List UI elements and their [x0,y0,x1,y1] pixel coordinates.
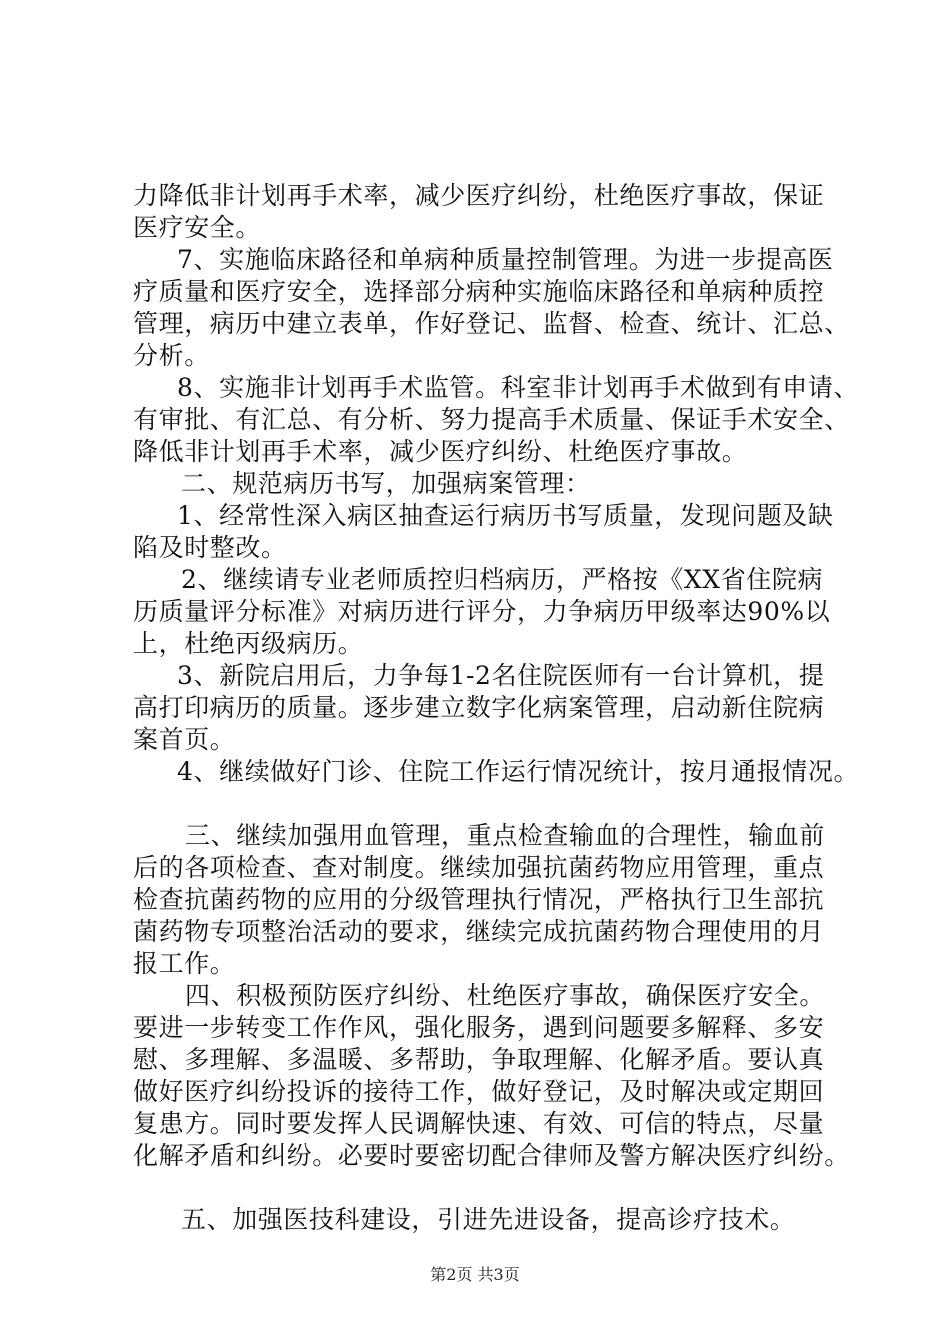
paragraph-line: 要进一步转变工作作风，强化服务，遇到问题要多解释、多安 [133,1013,825,1042]
paragraph-line: 3、新院启用后，力争每1-2名住院医师有一台计算机，提 [177,661,825,690]
paragraph-line: 疗质量和医疗安全，选择部分病种实施临床路径和单病种质控 [133,277,825,306]
paragraph-line: 化解矛盾和纠纷。必要时要密切配合律师及警方解决医疗纠纷。 [133,1141,850,1170]
paragraph-line: 慰、多理解、多温暖、多帮助，争取理解、化解矛盾。要认真 [133,1045,825,1074]
paragraph-line: 8、实施非计划再手术监管。科室非计划再手术做到有申请、 [177,373,860,402]
paragraph-line: 力降低非计划再手术率，减少医疗纠纷，杜绝医疗事故，保证 [133,181,825,210]
paragraph-line: 降低非计划再手术率，减少医疗纠纷、杜绝医疗事故。 [133,437,748,466]
paragraph-line: 1、经常性深入病区抽查运行病历书写质量，发现问题及缺 [177,501,834,530]
section-heading: 二、规范病历书写，加强病案管理： [181,469,591,498]
paragraph-line: 高打印病历的质量。逐步建立数字化病案管理，启动新住院病 [133,693,825,722]
page-number-footer: 第2页 共3页 [430,1265,520,1284]
paragraph-line: 后的各项检查、查对制度。继续加强抗菌药物应用管理，重点 [133,853,825,882]
paragraph-line: 报工作。 [133,949,236,978]
paragraph-line: 案首页。 [133,725,236,754]
paragraph-line: 4、继续做好门诊、住院工作运行情况统计，按月通报情况。 [177,757,860,786]
paragraph-line: 2、继续请专业老师质控归档病历，严格按《XX省住院病 [181,565,824,594]
paragraph-line: 复患方。同时要发挥人民调解快速、有效、可信的特点，尽量 [133,1109,825,1138]
paragraph-line: 医疗安全。 [133,213,262,242]
section-heading: 三、继续加强用血管理，重点检查输血的合理性，输血前 [185,821,826,850]
paragraph-line: 分析。 [133,341,210,370]
paragraph-line: 上，杜绝丙级病历。 [133,629,364,658]
paragraph-line: 历质量评分标准》对病历进行评分，力争病历甲级率达90%以 [133,597,831,626]
section-heading: 五、加强医技科建设，引进先进设备，提高诊疗技术。 [181,1205,796,1234]
paragraph-line: 7、实施临床路径和单病种质量控制管理。为进一步提高医 [177,245,834,274]
paragraph-line: 管理，病历中建立表单，作好登记、监督、检查、统计、汇总、 [133,309,850,338]
paragraph-line: 检查抗菌药物的应用的分级管理执行情况，严格执行卫生部抗 [133,885,825,914]
paragraph-line: 有审批、有汇总、有分析、努力提高手术质量、保证手术安全、 [133,405,850,434]
paragraph-line: 做好医疗纠纷投诉的接待工作，做好登记，及时解决或定期回 [133,1077,825,1106]
paragraph-line: 菌药物专项整治活动的要求，继续完成抗菌药物合理使用的月 [133,917,825,946]
section-heading: 四、积极预防医疗纠纷、杜绝医疗事故，确保医疗安全。 [185,981,826,1010]
paragraph-line: 陷及时整改。 [133,533,287,562]
